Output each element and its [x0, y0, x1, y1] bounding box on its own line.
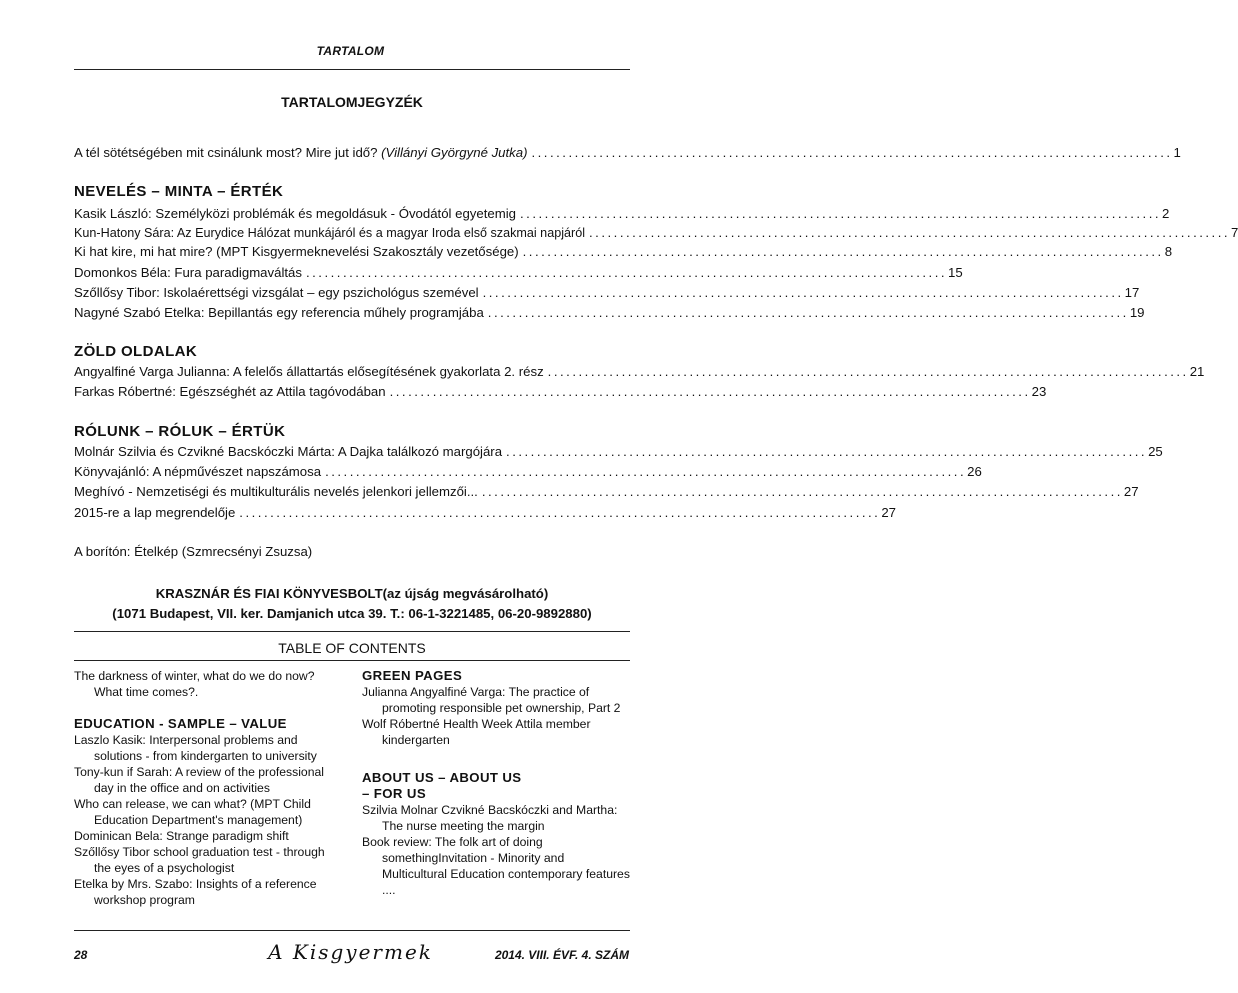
toc-entry: [74, 505, 897, 521]
entry-page: 15: [948, 265, 963, 280]
dot-leader: ........................................................................................................: [589, 225, 1231, 240]
english-section-about-us: ABOUT US – ABOUT US: [362, 770, 522, 785]
divider-rule: [74, 631, 630, 632]
entry-page: 21: [1189, 364, 1205, 379]
entry-text: Nagyné Szabó Etelka: Bepillantás egy referencia műhely programjába: [74, 305, 484, 320]
toc-entry: [74, 384, 1047, 400]
toc-entry: [74, 484, 1139, 500]
entry-page: 19: [1129, 305, 1145, 320]
dot-leader: ........................................................................................................: [305, 265, 948, 280]
issue-info: 2014. VIII. ÉVF. 4. SZÁM: [494, 948, 629, 962]
entry-text: Szőllősy Tibor: Iskolaérettségi vizsgálat – egy pszichológus szemével: [74, 285, 479, 300]
entry-page: 1: [1173, 145, 1181, 160]
bookshop-address: (1071 Budapest, VII. ker. Damjanich utca 39. T.: 06-1-3221485, 06-20-9892880): [112, 606, 592, 621]
entry-text: Domonkos Béla: Fura paradigmaváltás: [74, 265, 302, 280]
english-intro: The darkness of winter, what do we do now? What time comes?.: [74, 669, 315, 699]
toc-entry-intro: [74, 145, 1181, 161]
section-title-rolunk: RÓLUNK – RÓLUK – ÉRTÜK: [74, 423, 286, 440]
english-entry: Etelka by Mrs. Szabo: Insights of a reference workshop program: [74, 877, 317, 907]
dot-leader: ........................................................................................................: [389, 384, 1031, 399]
dot-leader: ........................................................................................................: [547, 364, 1189, 379]
english-section-about-us-cont: – FOR US: [362, 786, 427, 801]
english-section-education: EDUCATION - SAMPLE – VALUE: [74, 716, 287, 731]
entry-text: Kun-Hatony Sára: Az Eurydice Hálózat munkájáról és a magyar Iroda első szakmai napjáról: [74, 226, 585, 240]
dot-leader: ........................................................................................................: [239, 505, 881, 520]
bookshop-name: KRASZNÁR ÉS FIAI KÖNYVESBOLT(az újság megvásárolható): [155, 586, 549, 601]
english-entry: Julianna Angyalfiné Varga: The practice of promoting responsible pet ownership, Part 2: [362, 685, 621, 715]
entry-text: Angyalfiné Varga Julianna: A felelős állattartás elősegítésének gyakorlata 2. rész: [74, 364, 544, 379]
entry-page: 2: [1162, 206, 1170, 221]
entry-page: 8: [1164, 244, 1173, 259]
toc-entry: [74, 305, 1145, 321]
english-entry: Szőllősy Tibor school graduation test - through the eyes of a psychologist: [74, 845, 325, 875]
english-toc-title: TABLE OF CONTENTS: [278, 640, 426, 656]
entry-text: Molnár Szilvia és Czvikné Bacskóczki Márta: A Dajka találkozó margójára: [74, 444, 503, 459]
divider-rule: [74, 660, 630, 661]
entry-text: Farkas Róbertné: Egészséghét az Attila tagóvodában: [74, 384, 386, 399]
entry-page: 26: [967, 464, 982, 479]
english-left-column: [74, 668, 342, 908]
cover-note: A borítón: Ételkép (Szmrecsényi Zsuzsa): [74, 544, 313, 559]
english-right-column: [362, 668, 630, 898]
dot-leader: ........................................................................................................: [481, 484, 1123, 499]
entry-text: Kasik László: Személyközi problémák és megoldásuk - Óvodától egyetemig: [74, 206, 516, 221]
entry-page: 17: [1124, 285, 1140, 300]
english-entry: Tony-kun if Sarah: A review of the professional day in the office and on activities: [74, 765, 324, 795]
toc-entry: [74, 364, 1205, 380]
toc-entry: [74, 265, 963, 281]
entry-page: 27: [881, 505, 897, 520]
section-title-neveles: NEVELÉS – MINTA – ÉRTÉK: [74, 183, 284, 200]
entry-text: Ki hat kire, mi hat mire? (MPT Kisgyermeknevelési Szakosztály vezetősége): [74, 244, 519, 259]
running-header: TARTALOM: [316, 44, 385, 58]
english-entry: Szilvia Molnar Czvikné Bacskóczki and Martha: The nurse meeting the margin: [362, 803, 618, 833]
entry-text: Meghívó - Nemzetiségi és multikulturális nevelés jelenkori jellemzői...: [74, 484, 478, 499]
entry-text: Könyvajánló: A népművészet napszámosa: [74, 464, 322, 479]
entry-page: 7: [1231, 225, 1238, 240]
english-section-green-pages: GREEN PAGES: [362, 668, 463, 683]
dot-leader: ........................................................................................................: [531, 145, 1173, 160]
toc-entry: [74, 225, 1238, 241]
toc-entry: [74, 206, 1170, 222]
entry-text: A tél sötétségében mit csinálunk most? Mire jut idő?: [74, 145, 378, 160]
dot-leader: ........................................................................................................: [520, 206, 1162, 221]
dot-leader: ........................................................................................................: [522, 244, 1164, 259]
dot-leader: ........................................................................................................: [325, 464, 967, 479]
entry-page: 23: [1031, 384, 1047, 399]
footer-rule: [74, 930, 630, 931]
dot-leader: ........................................................................................................: [506, 444, 1148, 459]
entry-author: (Villányi Györgyné Jutka): [381, 145, 528, 160]
dot-leader: ........................................................................................................: [487, 305, 1129, 320]
toc-title: TARTALOMJEGYZÉK: [281, 94, 423, 110]
english-entry: Who can release, we can what? (MPT Child Education Department's management): [74, 797, 311, 827]
toc-entry: [74, 244, 1173, 260]
entry-text: 2015-re a lap megrendelője: [74, 505, 236, 520]
english-entry: Laszlo Kasik: Interpersonal problems and solutions - from kindergarten to university: [74, 733, 317, 763]
magazine-title: A Kisgyermek: [268, 940, 433, 964]
english-entry: Book review: The folk art of doing somethingInvitation - Minority and Multicultural Education contemporary features ....: [362, 835, 630, 897]
section-title-zold-oldalak: ZÖLD OLDALAK: [74, 343, 198, 360]
page-number: 28: [74, 948, 88, 962]
dot-leader: ........................................................................................................: [482, 285, 1124, 300]
toc-entry: [74, 464, 982, 480]
english-entry: Dominican Bela: Strange paradigm shift: [74, 829, 289, 843]
header-rule: [74, 69, 630, 70]
english-entry: Wolf Róbertné Health Week Attila member kindergarten: [362, 717, 591, 747]
toc-entry: [74, 285, 1140, 301]
entry-page: 25: [1148, 444, 1163, 459]
toc-entry: [74, 444, 1163, 460]
entry-page: 27: [1123, 484, 1139, 499]
